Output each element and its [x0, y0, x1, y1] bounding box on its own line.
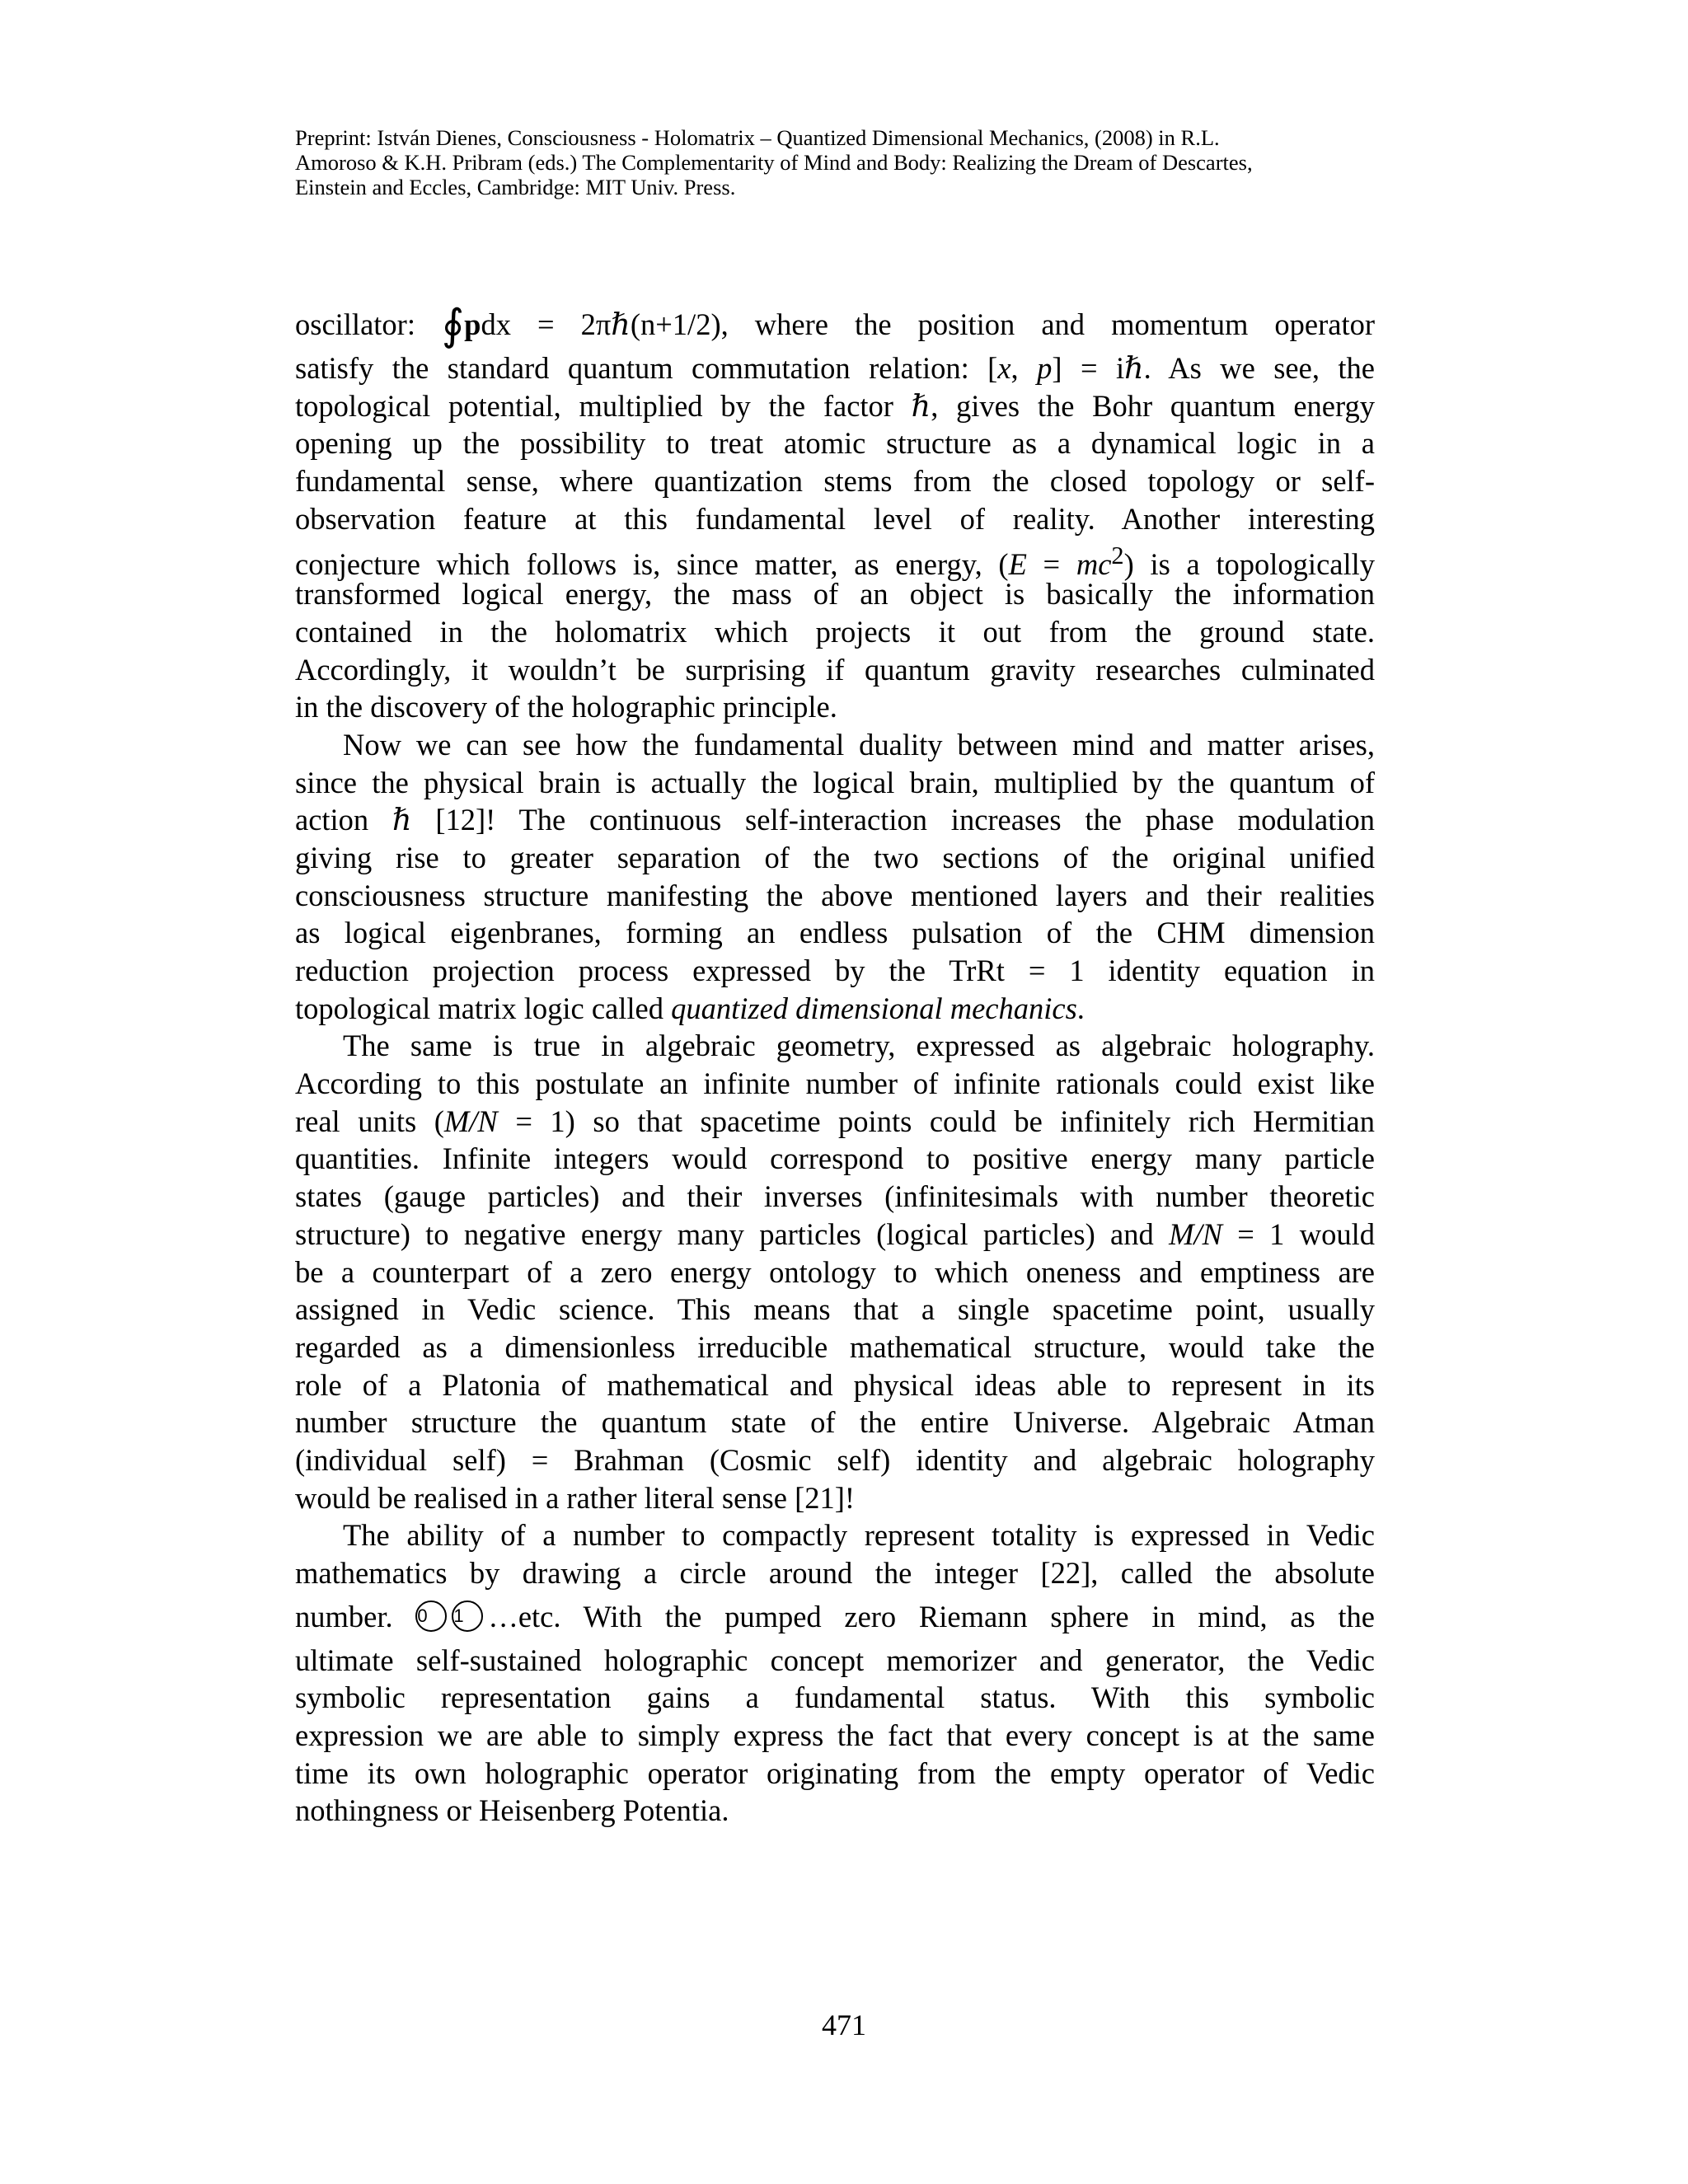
text-line: observation feature at this fundamental level of reality. Another interesting	[295, 501, 1375, 536]
text-line	[295, 300, 1375, 349]
text-line: action ℏ [12]! The continuous self-interaction increases the phase modulation	[295, 803, 1375, 837]
text-line: be a counterpart of a zero energy ontology to which oneness and emptiness are	[295, 1254, 1375, 1289]
header-line: Preprint: István Dienes, Consciousness - Holomatrix – Quantized Dimensional Mechanics, (2008) in R.L.	[295, 125, 1220, 150]
text-line: mathematics by drawing a circle around the integer [22], called the absolute	[295, 1556, 1375, 1590]
text-line: symbolic representation gains a fundamental status. With this symbolic	[295, 1680, 1375, 1715]
text-line: role of a Platonia of mathematical and physical ideas able to represent in its	[295, 1367, 1375, 1402]
text-line: contained in the holomatrix which projects it out from the ground state.	[295, 614, 1375, 649]
text-line: assigned in Vedic science. This means that a single spacetime point, usually	[295, 1292, 1375, 1327]
text-line: would be realised in a rather literal sense [21]!	[295, 1480, 856, 1515]
text-fragment: where the position and momentum operator	[754, 307, 1376, 341]
text-line	[295, 349, 1375, 387]
text-line: Now we can see how the fundamental duality between mind and matter arises,	[343, 727, 1375, 762]
circled-one-icon: 1	[452, 1601, 483, 1632]
text-fragment: …etc. With the pumped zero Riemann sphere in mind, as the	[488, 1599, 1375, 1633]
equation-rhs: dx = 2πℏ(n+1/2),	[481, 307, 729, 341]
header-line: Amoroso & K.H. Pribram (eds.) The Complementarity of Mind and Body: Realizing the Dream of Descartes,	[295, 150, 1253, 175]
text-fragment: number.	[295, 1599, 393, 1633]
body-text	[295, 300, 1375, 1830]
text-line	[295, 1103, 1375, 1141]
text-fragment: conjecture which follows is, since matter, as energy, (	[295, 547, 1009, 582]
text-line: The same is true in algebraic geometry, expressed as algebraic holography.	[343, 1029, 1375, 1063]
text-line: as logical eigenbranes, forming an endless pulsation of the CHM dimension	[295, 916, 1375, 950]
text-line: fundamental sense, where quantization stems from the closed topology or self-	[295, 464, 1375, 499]
text-fragment: ) is a topologically	[1123, 547, 1375, 582]
math-e: E	[1008, 547, 1027, 582]
text-line: since the physical brain is actually the logical brain, multiplied by the quantum of	[295, 765, 1375, 799]
math-p: p	[1037, 351, 1053, 385]
text-fragment: = 1 would	[1221, 1216, 1375, 1251]
text-fragment: structure) to negative energy many particles (logical particles) and	[295, 1216, 1170, 1251]
text-line: opening up the possibility to treat atomic structure as a dynamical logic in a	[295, 426, 1375, 461]
text-line: reduction projection process expressed by the TrRt = 1 identity equation in	[295, 954, 1375, 987]
text-line: nothingness or Heisenberg Potentia.	[295, 1793, 729, 1828]
contour-integral-symbol: ∮	[442, 302, 465, 349]
math-mc: mc	[1076, 547, 1112, 582]
text-fragment: .	[1076, 991, 1085, 1025]
text-line: regarded as a dimensionless irreducible mathematical structure, would take the	[295, 1329, 1375, 1364]
oscillator-equation	[442, 302, 729, 349]
math-ratio: M/N	[443, 1104, 498, 1138]
text-line: (individual self) = Brahman (Cosmic self) identity and algebraic holography	[295, 1442, 1375, 1477]
text-fragment: = 1) so that spacetime points could be infinitely rich Hermitian	[497, 1104, 1375, 1138]
circled-zero-icon: 0	[415, 1601, 447, 1632]
text-line: states (gauge particles) and their inverses (infinitesimals with number theoretic	[295, 1179, 1375, 1214]
text-fragment: ] = iℏ. As we see, the	[1052, 351, 1376, 385]
text-line: expression we are able to simply express the fact that every concept is at the same	[295, 1718, 1375, 1753]
text-fragment: satisfy the standard quantum commutation relation: [	[295, 351, 998, 385]
text-line	[295, 1592, 1375, 1642]
text-fragment: oscillator:	[295, 307, 415, 341]
text-line: quantities. Infinite integers would correspond to positive energy many particle	[295, 1141, 1375, 1176]
text-line	[295, 537, 1375, 582]
text-line: topological potential, multiplied by the factor ℏ, gives the Bohr quantum energy	[295, 388, 1375, 423]
text-line: number structure the quantum state of the entire Universe. Algebraic Atman	[295, 1405, 1375, 1440]
math-x: x	[997, 351, 1011, 385]
text-line: consciousness structure manifesting the above mentioned layers and their realities	[295, 878, 1375, 912]
text-line: time its own holographic operator originating from the empty operator of Vedic	[295, 1755, 1375, 1790]
text-fragment: real units (	[295, 1104, 444, 1138]
text-fragment: topological matrix logic called	[295, 991, 672, 1025]
math-equals: =	[1026, 547, 1076, 582]
text-fragment: ,	[1010, 351, 1038, 385]
header-line: Einstein and Eccles, Cambridge: MIT Univ. Press.	[295, 175, 736, 199]
running-header	[295, 125, 1375, 199]
page-number: 471	[822, 2008, 866, 2041]
text-line: The ability of a number to compactly represent totality is expressed in Vedic	[343, 1518, 1375, 1553]
text-line: transformed logical energy, the mass of an object is basically the information	[295, 577, 1375, 612]
math-ratio: M/N	[1169, 1216, 1222, 1251]
emphasis-text: quantized dimensional mechanics	[671, 991, 1077, 1025]
math-exponent: 2	[1111, 541, 1124, 570]
text-line: According to this postulate an infinite number of infinite rationals could exist like	[295, 1066, 1375, 1101]
text-line	[295, 990, 1375, 1028]
text-line: ultimate self-sustained holographic concept memorizer and generator, the Vedic	[295, 1643, 1375, 1677]
text-line: giving rise to greater separation of the two sections of the original unified	[295, 840, 1375, 874]
text-line: Accordingly, it wouldn’t be surprising if quantum gravity researches culminated	[295, 652, 1375, 687]
text-line: in the discovery of the holographic principle.	[295, 690, 837, 724]
text-line	[295, 1216, 1375, 1254]
momentum-symbol: p	[464, 307, 481, 341]
